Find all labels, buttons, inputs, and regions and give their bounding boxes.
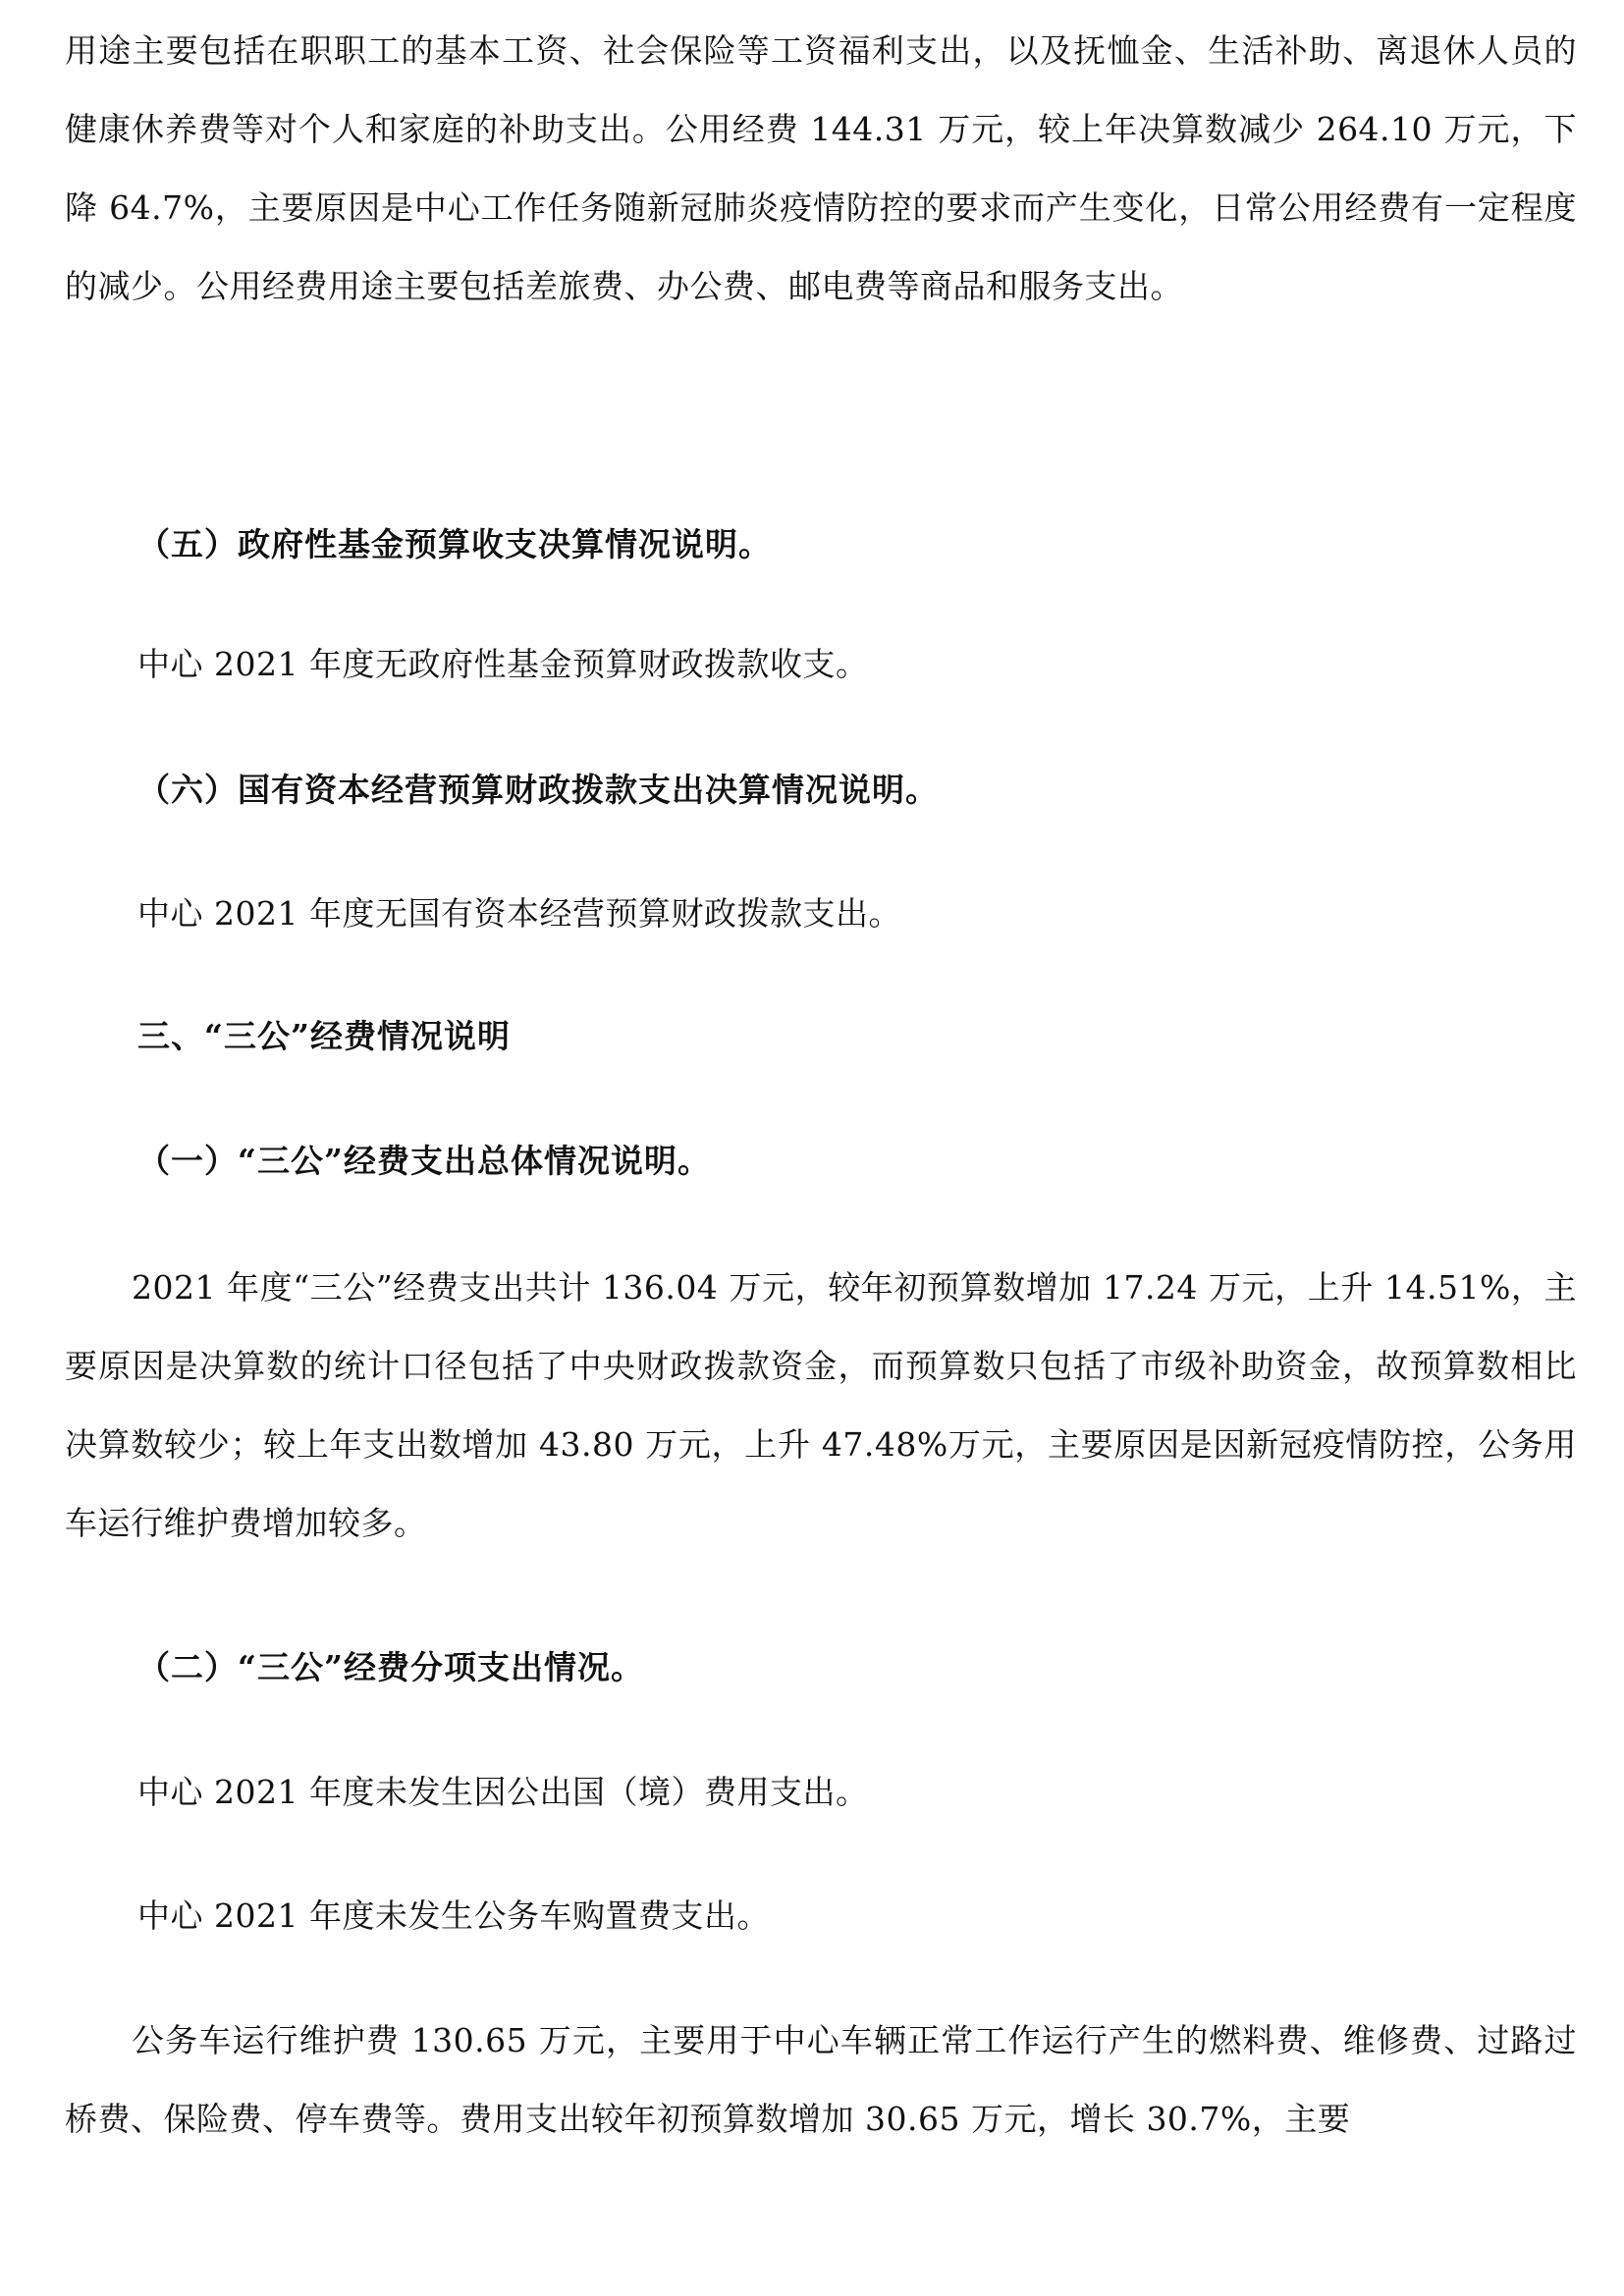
paragraph-overall-expenses-detail: 2021 年度“三公”经费支出共计 136.04 万元，较年初预算数增加 17.24 万元，上升 14.51%，主要原因是决算数的统计口径包括了中央财政拨款资金，而预算数只包括了市级补助资金，故预算数相比决算数较少；较上年支出数增加 43.80 万元，上升 47.48%万元，主要原因是因新冠疫情防控，公务用车运行维护费增加较多。: [65, 1268, 1577, 1542]
section-heading-itemized-expenses: （二）“三公”经费分项支出情况。: [137, 1648, 644, 1686]
paragraph-no-vehicle-purchase: 中心 2021 年度未发生公务车购置费支出。: [137, 1896, 770, 1935]
paragraph-no-government-fund: 中心 2021 年度无政府性基金预算财政拨款收支。: [137, 645, 869, 683]
section-heading-overall-expenses: （一）“三公”经费支出总体情况说明。: [137, 1142, 711, 1180]
section-heading-government-fund-budget: （五）政府性基金预算收支决算情况说明。: [137, 525, 772, 563]
paragraph-vehicle-maintenance: 公务车运行维护费 130.65 万元，主要用于中心车辆正常工作运行产生的燃料费、维修费、过路过桥费、保险费、停车费等。费用支出较年初预算数增加 30.65 万元，增长 30.7%，主要: [65, 2021, 1577, 2138]
section-heading-state-capital-budget: （六）国有资本经营预算财政拨款支出决算情况说明。: [137, 771, 939, 809]
paragraph-no-overseas-trips: 中心 2021 年度未发生因公出国（境）费用支出。: [137, 1773, 869, 1811]
paragraph-personnel-and-public-expenses: 用途主要包括在职职工的基本工资、社会保险等工资福利支出，以及抚恤金、生活补助、离退休人员的健康休养费等对个人和家庭的补助支出。公用经费 144.31 万元，较上年决算数减少 264.10 万元，下降 64.7%，主要原因是中心工作任务随新冠肺炎疫情防控的要求而产生变化，日常公用经费有一定程度的减少。公用经费用途主要包括差旅费、办公费、邮电费等商品和服务支出。: [65, 31, 1577, 305]
chapter-heading-three-public-expenses: 三、“三公”经费情况说明: [137, 1017, 511, 1055]
paragraph-no-state-capital: 中心 2021 年度无国有资本经营预算财政拨款支出。: [137, 894, 901, 933]
